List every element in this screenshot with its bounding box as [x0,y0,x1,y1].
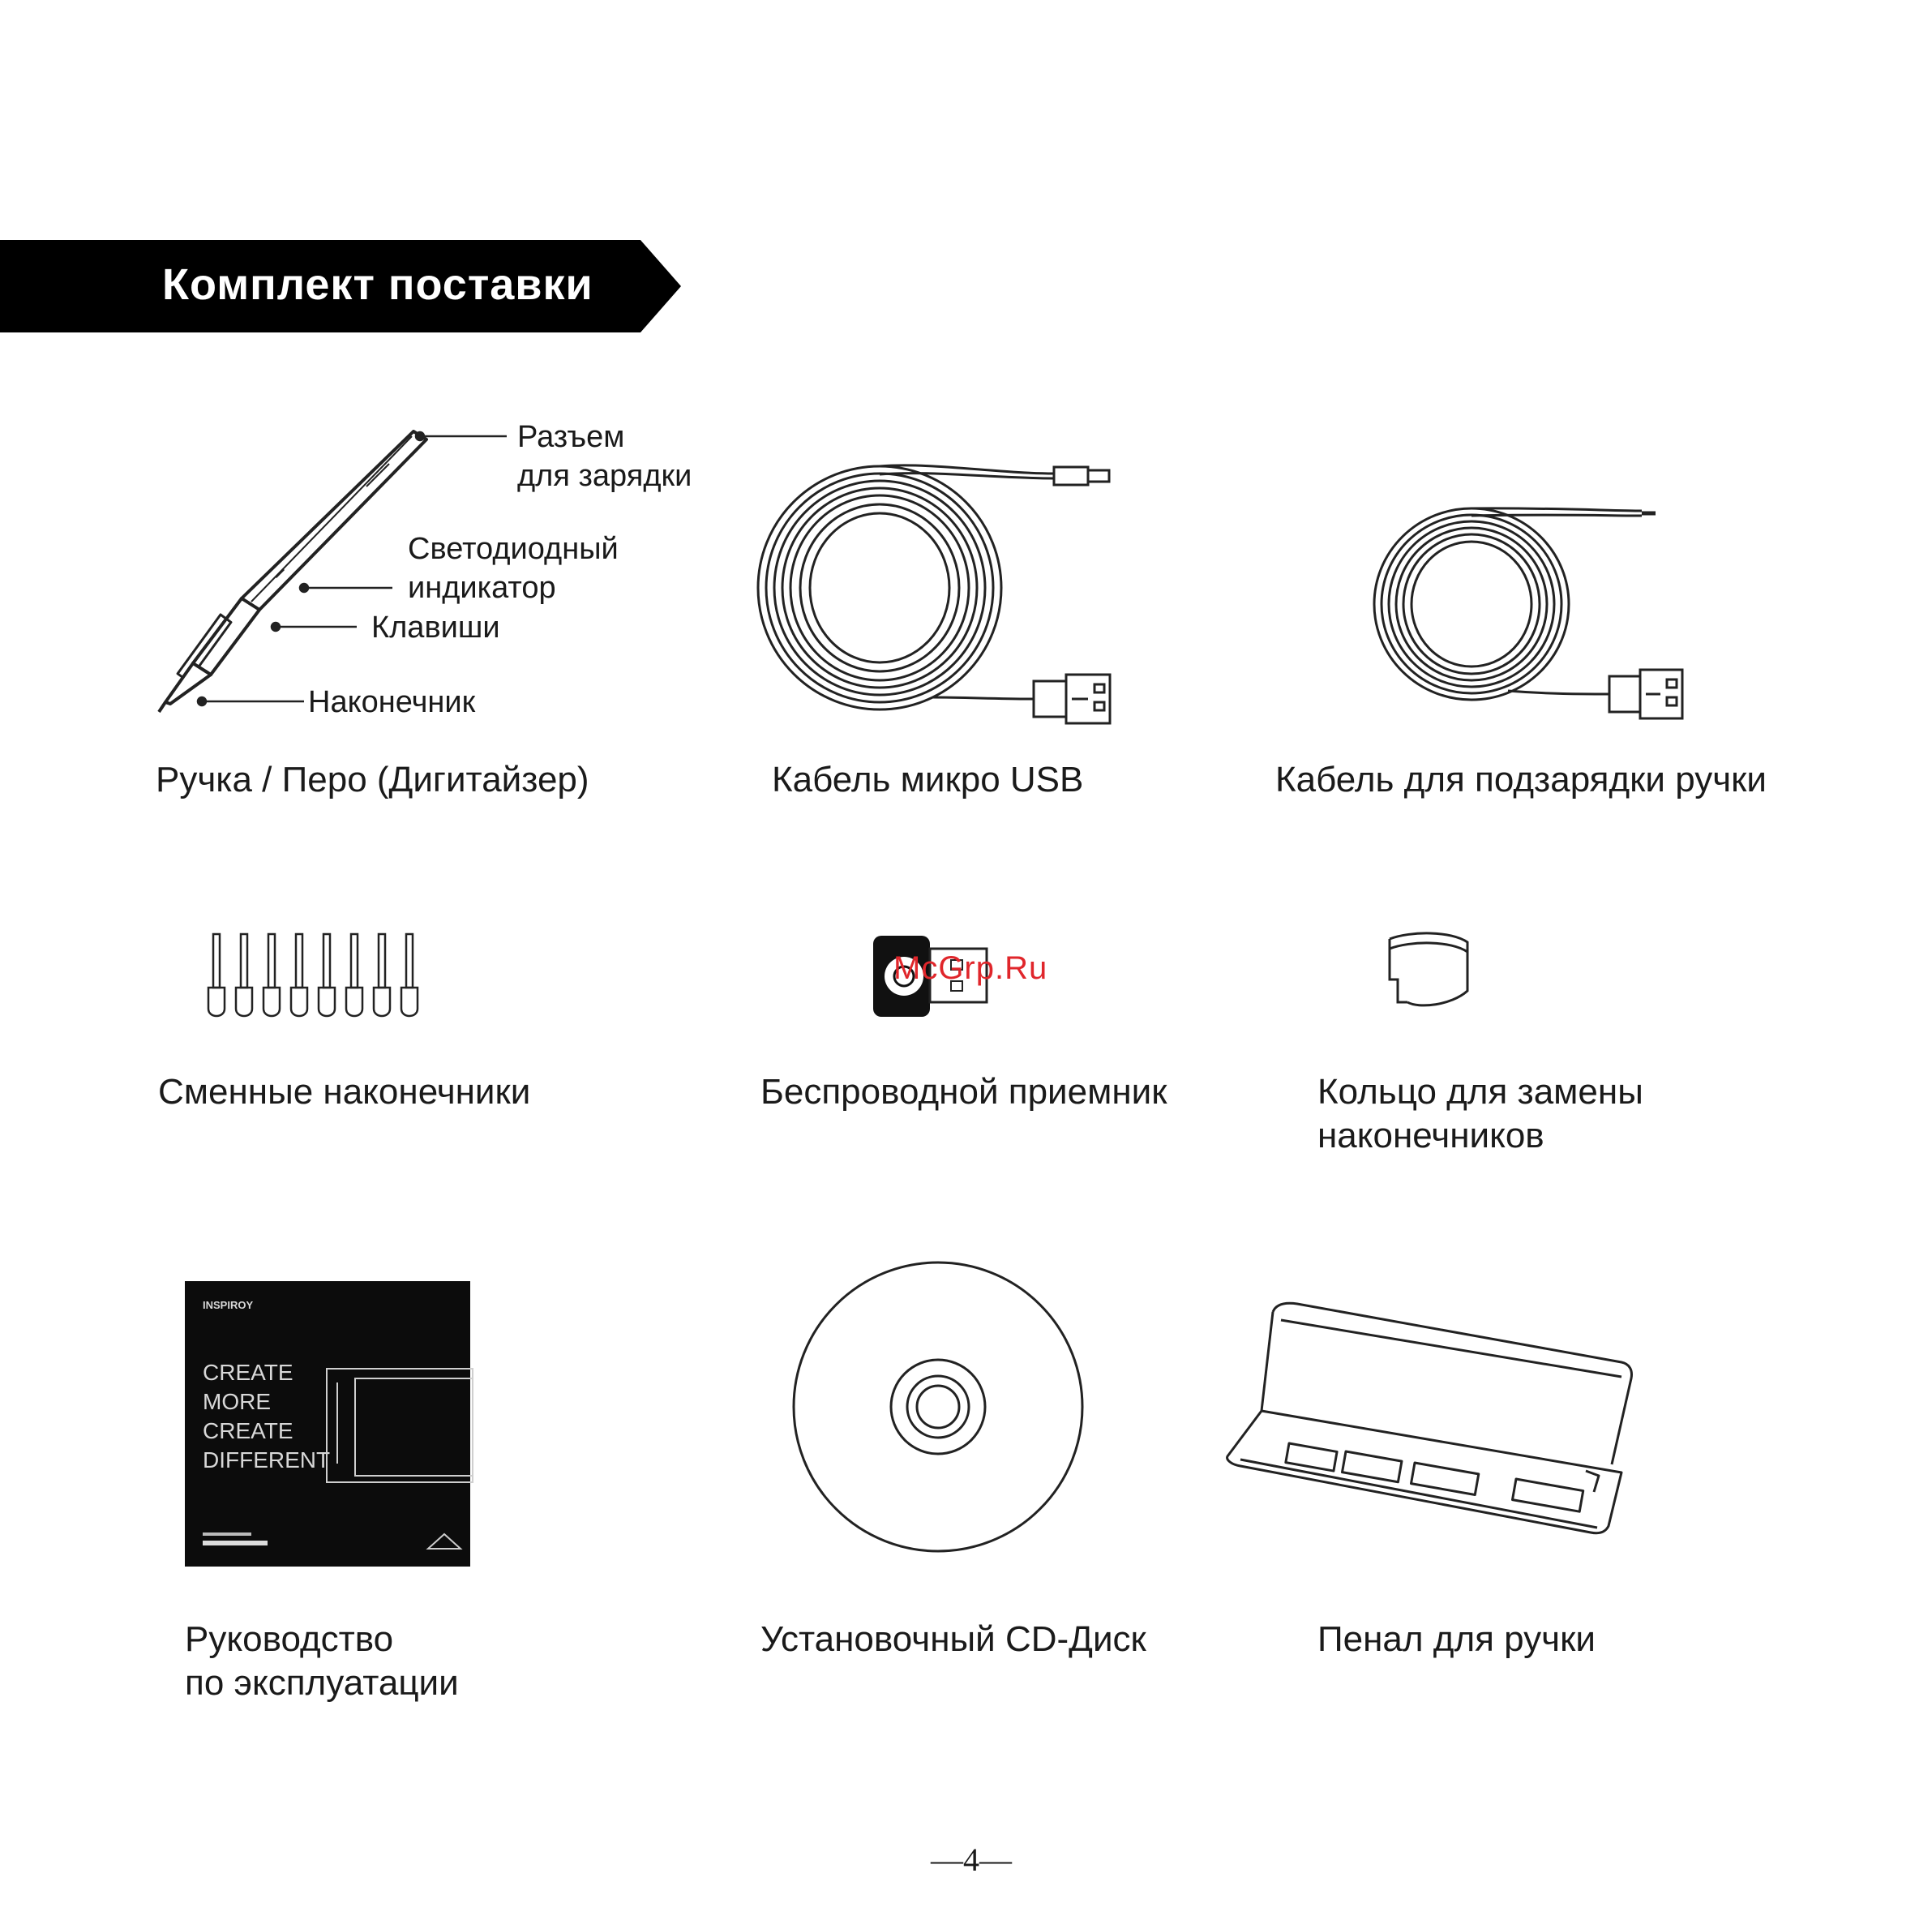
callout-led [408,529,619,607]
callout-charging-port-line1: Разъем [517,420,625,454]
caption-nib-ring-line1: Кольцо для замены [1317,1072,1643,1112]
callout-led-line1: Светодиодный [408,532,619,566]
caption-pen: Ручка / Перо (Дигитайзер) [156,760,589,799]
section-title: Комплект поставки [162,260,593,309]
callout-tip: Наконечник [308,685,476,719]
caption-nib-ring-line2: наконечников [1317,1116,1544,1155]
page-number: —4— [931,1841,1012,1878]
callout-charging-port [517,418,692,495]
section-banner [0,240,681,332]
caption-nibs: Сменные наконечники [158,1072,531,1112]
caption-pen-case: Пенал для ручки [1317,1619,1596,1659]
callout-charging-port-line2: для зарядки [517,459,692,493]
callout-led-line2: индикатор [408,571,556,605]
manual-tagline-2: MORE [203,1389,271,1414]
pen-case-illustration [1224,1297,1646,1573]
manual-tagline-4: DIFFERENT [203,1447,331,1472]
nibs-illustration [207,932,442,1026]
caption-manual-line1: Руководство [185,1619,394,1659]
caption-micro-usb-cable: Кабель микро USB [772,760,1084,799]
manual-cover-illustration [185,1281,470,1567]
caption-receiver: Беспроводной приемник [760,1072,1167,1112]
manual-tagline-3: CREATE [203,1418,293,1443]
manual-brand: INSPIROY [203,1299,254,1311]
charging-cable-illustration [1370,503,1694,722]
watermark: McGrp.Ru [893,950,1048,986]
caption-nib-ring [1317,1070,1643,1158]
micro-usb-cable-illustration [754,454,1127,722]
nib-ring-illustration [1378,931,1476,1020]
caption-manual [185,1618,459,1705]
manual-tagline-1: CREATE [203,1360,293,1385]
caption-cd: Установочный CD-Диск [760,1619,1146,1659]
callout-keys: Клавиши [371,611,500,645]
caption-charging-cable: Кабель для подзарядки ручки [1275,760,1767,799]
caption-manual-line2: по эксплуатации [185,1663,459,1703]
cd-illustration [790,1261,1090,1561]
